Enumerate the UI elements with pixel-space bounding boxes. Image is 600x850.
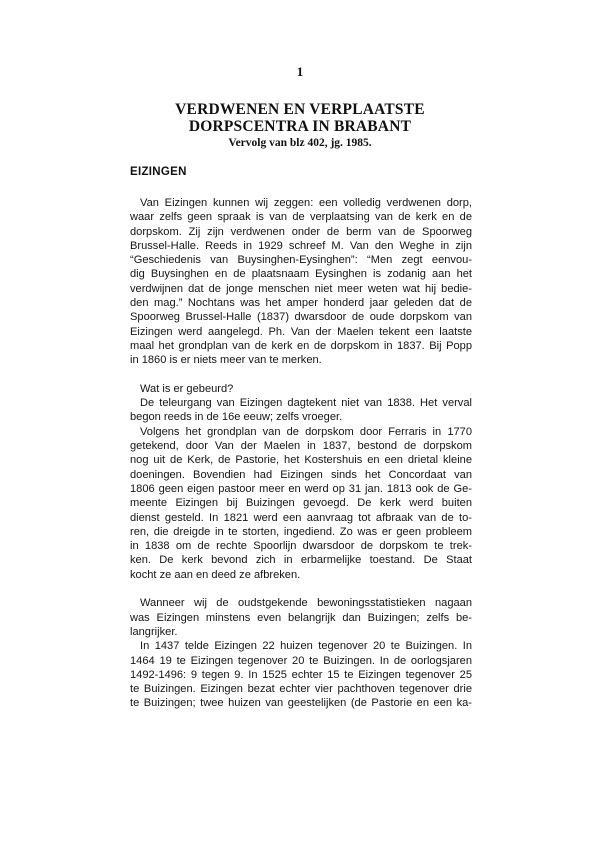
article-title-block <box>130 101 470 150</box>
text-line: dienst gesteld. In 1821 werd een aanvraag tot afbraak van de to- <box>130 511 472 524</box>
text-line: Volgens het grondplan van de dorpskom door Ferraris in 1770 <box>140 425 472 438</box>
section-heading: EIZINGEN <box>130 166 187 178</box>
text-line: Wat is er gebeurd? <box>140 382 234 395</box>
text-line: ken. De kerk bevond zich in erbarmelijke toestand. De Staat <box>130 554 472 567</box>
text-line: den mag.” Nochtans was het amper honderd jaar geleden dat de <box>130 297 472 310</box>
text-line: verdwijnen dat de jonge menschen niet meer weten wat hij bedie- <box>130 282 472 295</box>
text-line: 1464 19 te Eizingen tegenover 20 te Buizingen. In de oorlogsjaren <box>130 654 472 667</box>
text-line: 1492-1496: 9 tegen 9. In 1525 echter 15 te Eizingen tegenover 25 <box>130 668 472 681</box>
text-line: dorpskom. Zij zijn verdwenen onder de berm van de Spoorweg <box>130 225 472 238</box>
page-number: 1 <box>296 64 304 79</box>
text-line: doeningen. Bovendien had Eizingen sinds het Concordaat van <box>130 468 472 481</box>
text-line: in 1838 om de rechte Spoorlijn dwarsdoor de dorpskom te trek- <box>130 540 472 553</box>
text-line: begon reeds in de 16e eeuw; zelfs vroeger. <box>130 411 343 424</box>
text-line: Wanneer wij de oudstgekende bewoningsstatistieken nagaan <box>140 597 472 610</box>
text-line: in 1860 is er niets meer van te merken. <box>130 354 322 367</box>
text-line: langrijker. <box>130 625 178 638</box>
text-line: Eizingen werd aangelegd. Ph. Van der Maelen tekent een laatste <box>130 325 472 338</box>
text-line: waar zelfs geen spraak is van de verplaatsing van de kerk en de <box>130 211 472 224</box>
paragraph-gap <box>130 368 472 382</box>
text-line: maal het grondplan van de kerk en de dorpskom in 1837. Bij Popp <box>130 339 472 352</box>
text-line: Spoorweg Brussel-Halle (1837) dwarsdoor de oude dorpskom van <box>130 311 472 324</box>
text-line: De teleurgang van Eizingen dagtekent niet van 1838. Het verval <box>140 397 472 410</box>
article-subtitle: Vervolg van blz 402, jg. 1985. <box>228 137 372 149</box>
text-line: meente Eizingen bij Buizingen gevoegd. De kerk werd buiten <box>130 497 472 510</box>
text-line: te Buizingen. Eizingen bezat echter vier pachthoven tegenover drie <box>130 683 472 696</box>
text-line: was Eizingen minstens even belangrijk dan Buizingen; zelfs be- <box>130 611 472 624</box>
article-title-line-1: VERDWENEN EN VERPLAATSTE <box>175 101 425 118</box>
article-body <box>130 196 472 711</box>
article-title-line-2: DORPSCENTRA IN BRABANT <box>188 118 412 135</box>
text-line: 1806 geen eigen pastoor meer en werd op 31 jan. 1813 ook de Ge- <box>130 482 472 495</box>
text-line: “Geschiedenis van Buysinghen-Eysinghen”: “Men zegt eenvou- <box>130 254 472 267</box>
text-line: dig Buysinghen en de plaatsnaam Eysinghen is zodanig aan het <box>130 268 472 281</box>
paragraph-gap <box>130 582 472 596</box>
text-line: In 1437 telde Eizingen 22 huizen tegenover 20 te Buizingen. In <box>140 640 472 653</box>
text-line: Van Eizingen kunnen wij zeggen: een volledig verdwenen dorp, <box>140 197 472 209</box>
text-line: nog uit de Kerk, de Pastorie, het Kostershuis en een drietal kleine <box>130 454 472 467</box>
text-line: te Buizingen; twee huizen van geestelijken (de Pastorie en een ka- <box>130 697 472 710</box>
text-line: kocht ze aan en deed ze afbreken. <box>130 568 301 581</box>
text-line: ren, die dreigde in te storten, ingediend. Zo was er geen probleem <box>130 525 472 538</box>
text-line: getekend, door Van der Maelen in 1837, bestond de dorpskom <box>130 440 472 453</box>
text-line: Brussel-Halle. Reeds in 1929 schreef M. Van den Weghe in zijn <box>130 239 472 252</box>
